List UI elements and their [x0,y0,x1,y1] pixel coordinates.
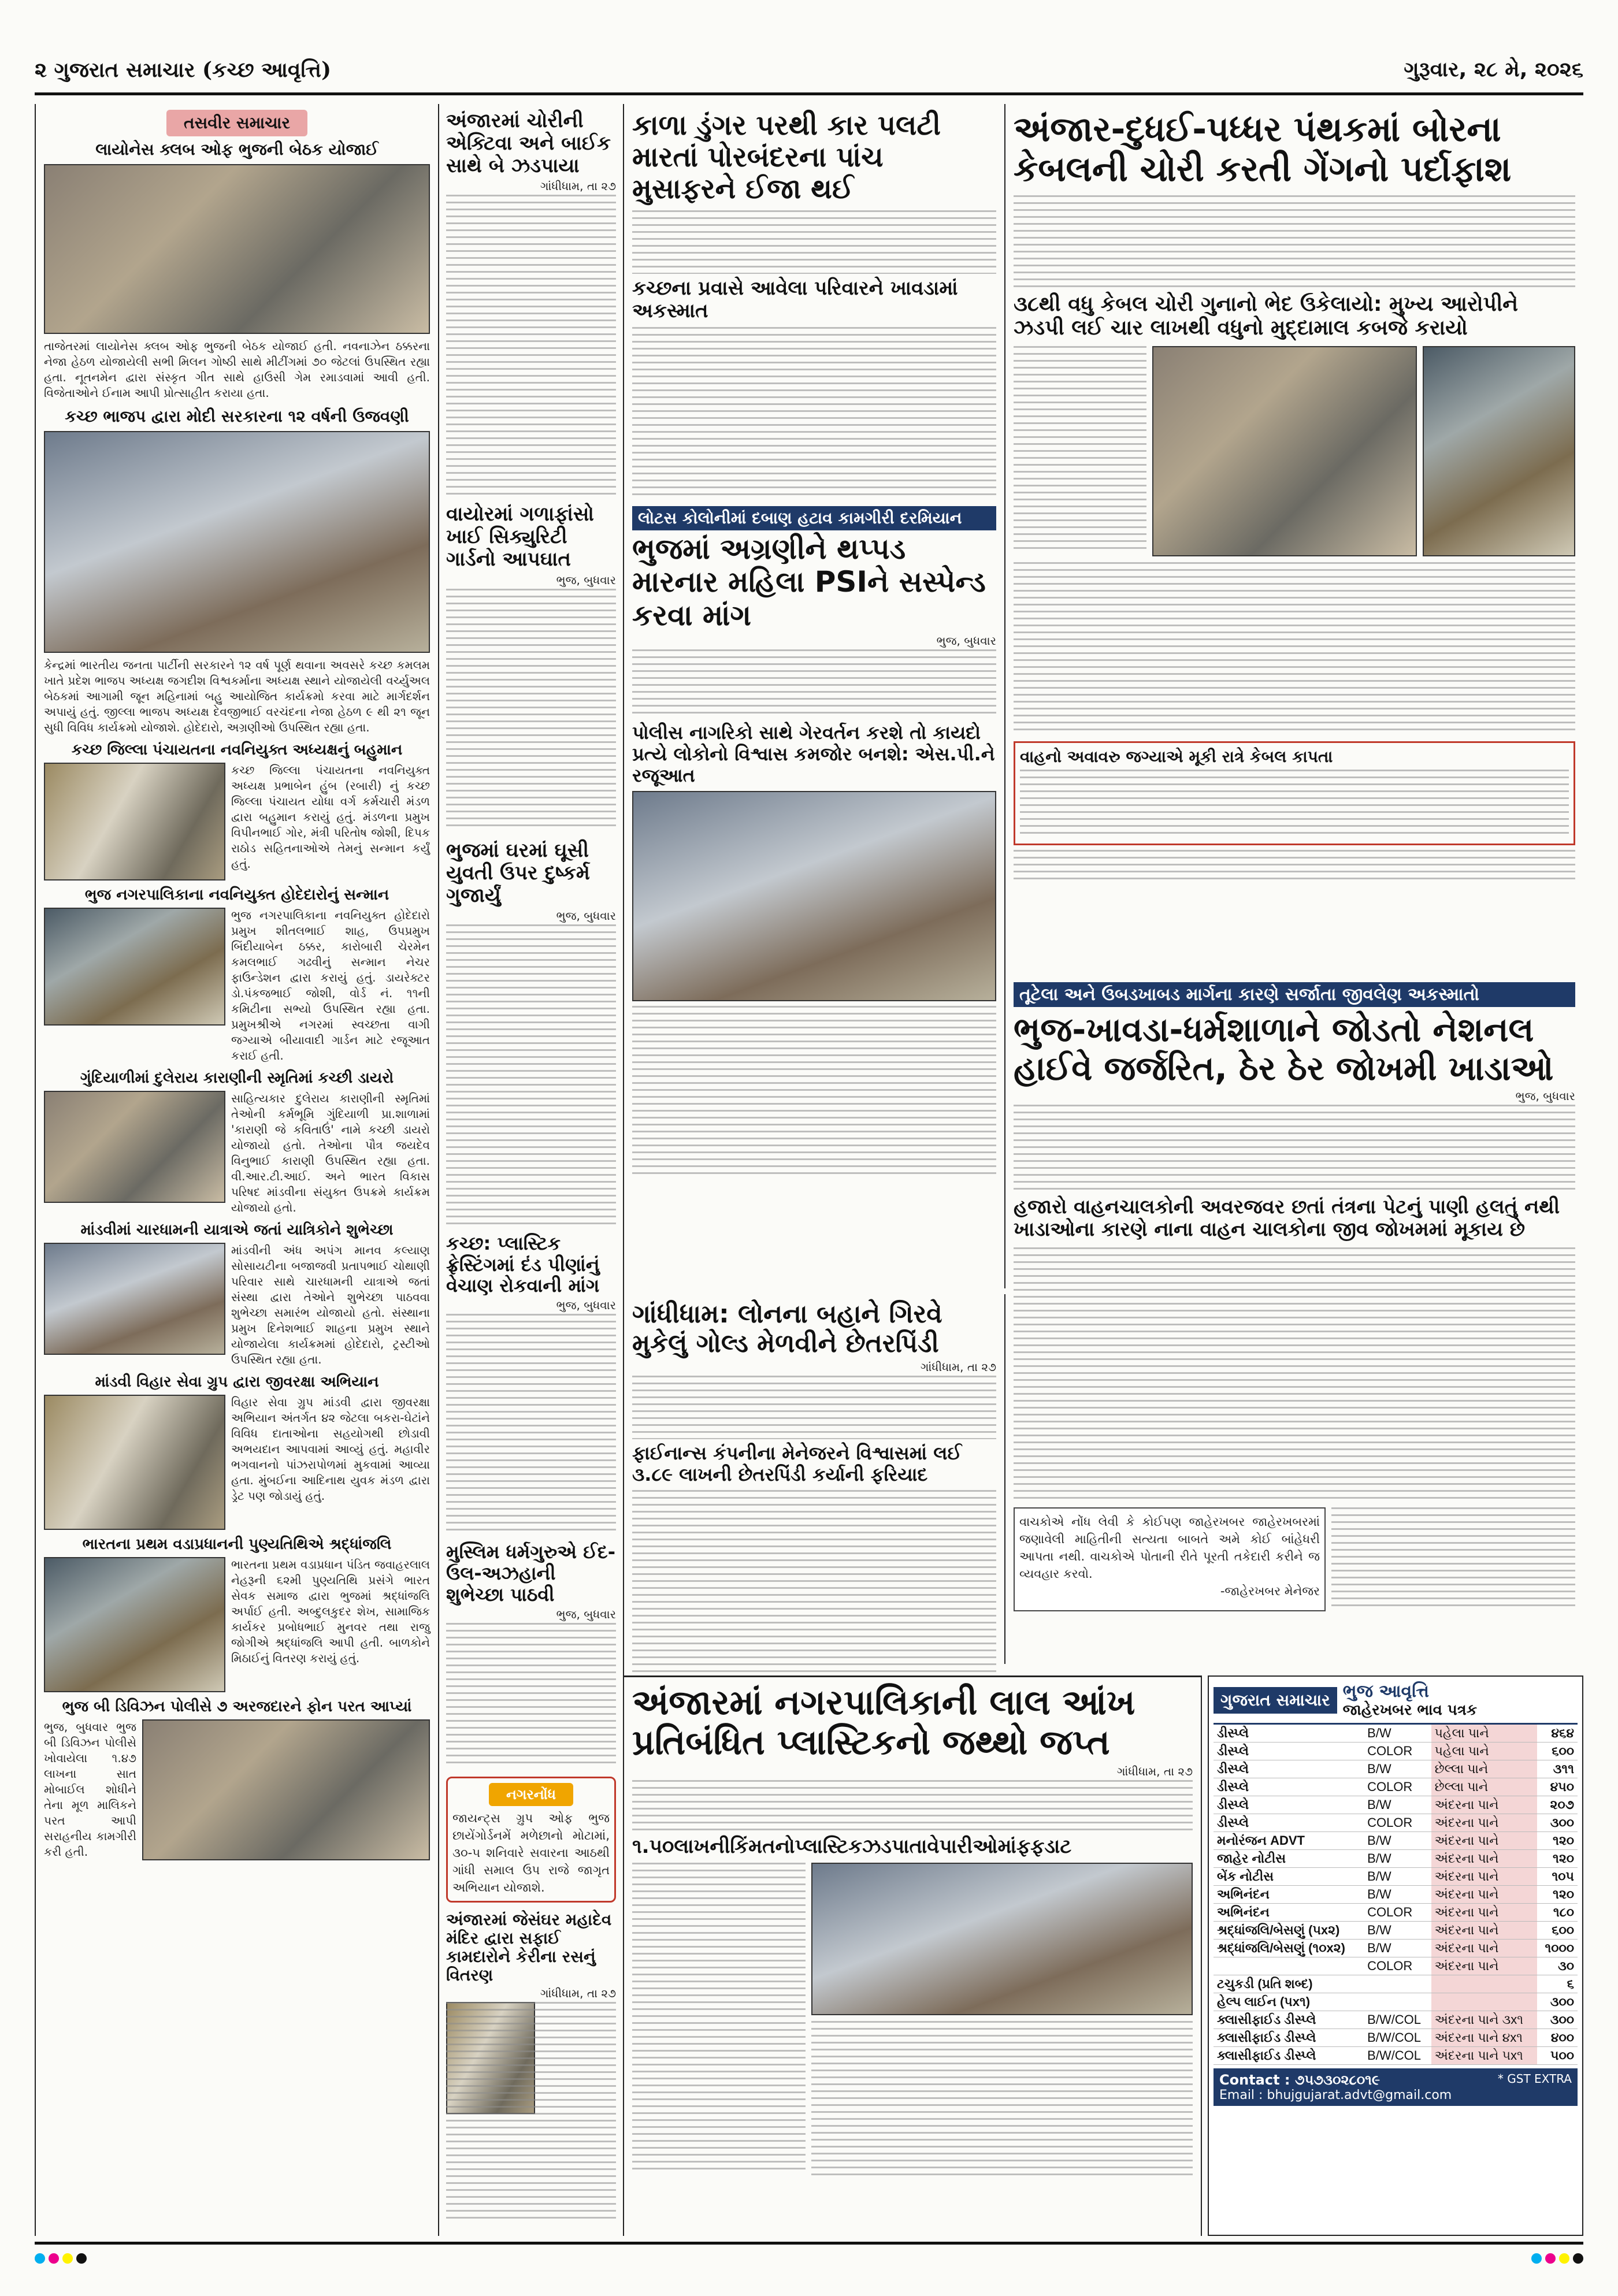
rate-row [1214,1993,1578,2011]
rate-page: અંદરના પાને [1431,1904,1538,1922]
dateline: ગાંધીધામ, તા ૨૭ [540,179,616,194]
rate-name: શ્રદ્ધાંજલિ/બેસણું (૧૦x૨) [1214,1940,1364,1957]
rate-type [1364,1975,1431,1993]
advt-notice [1014,1507,1326,1611]
gst-note: * GST EXTRA [1497,2072,1572,2086]
story-title: કચ્છ ભાજપ દ્વારા મોદી સરકારના ૧૨ વર્ષની ઉજવણી [65,407,409,426]
story-body [446,2002,616,2221]
story-body [1014,562,1575,735]
dateline: ગાંધીધામ, તા ૨૭ [1116,1764,1193,1778]
rate-page: પહેલા પાને [1431,1725,1538,1743]
rate-name: ડીસ્પ્લે [1214,1760,1364,1778]
story-caption: તાજેતરમાં લાયોનેસ ક્લબ ઓફ ભુજની બેઠક યોજાઈ હતી. નવનાઝેન ઠક્કરના નેજા હેઠળ યોજાયેલી સભી મિલન ગોષ્ઠી સાથે મીટીંગમાં ૭૦ જેટલાં ઉપસ્થિત રહ્યા હતા. નૂતનમેન દ્વારા સંસ્કૃત ગીત સાથે હાઉસી ગેમ રમાડવામાં આવી હતી. વિજેતાઓને ઈનામ આપી પ્રોત્સાહીત કરાયા હતા. [44,339,430,400]
story-caption: ભુજ નગરપાલિકાના નવનિયુક્ત હોદેદારો પ્રમુખ શીતલભાઈ શાહ, ઉપપ્રમુખ બિંદીયાબેન ઠક્કર, કારોબારી ચેરમેન કમલભાઈ ગઢવીનું સન્માન નેચર ફાઉન્ડેશન દ્વારા કરાયું હતું. ડાયરેક્ટર ડો.પંકજભાઈ જોશી, વોર્ડ નં. ૧૧ની કમિટીના સભ્યો ઉપસ્થિત રહ્યા હતા. પ્રમુખશ્રીએ નગરમાં સ્વચ્છતા વાગી જગ્યાએ બીયાવાદી ગાર્ડન માટે રજૂઆત કરાઈ હતી. [231,908,430,1062]
story-photo [44,1091,225,1203]
story-headline: વાયોરમાં ગળાફાંસો ખાઈ સિક્યુરિટી ગાર્ડનો આપઘાત [446,503,594,571]
story-body [632,649,996,719]
story-photo [1423,346,1575,556]
story-body [1331,1507,1575,1611]
rate-row [1214,1760,1578,1778]
rate-name: શ્રદ્ધાંજલિ/બેસણું (૫x૨) [1214,1922,1364,1940]
rate-row [1214,1832,1578,1850]
rate-type: B/W [1364,1832,1431,1850]
rate-rate: ૧૨૦ [1537,1850,1578,1868]
highway-kicker: તૂટેલા અને ઉબડખાબડ માર્ગના કારણે સર્જાતા જીવલેણ અકસ્માતો [1014,982,1575,1007]
rate-type: B/W/COL [1364,2029,1431,2047]
rate-rate: ૧૦૦૦ [1537,1940,1578,1957]
sub-headline: હજારો વાહનચાલકોની અવરજવર છતાં તંત્રના પેટનું પાણી હલતું નથી ખાડાઓના કારણે નાના વાહન ચાલકોના જીવ જોખમમાં મૂકાય છે [1014,1195,1560,1242]
rate-page: અંદરના પાને ૩x૧ [1431,2011,1538,2029]
story-body [1014,1105,1575,1191]
rate-type: COLOR [1364,1814,1431,1832]
rate-page: છેલ્લા પાને [1431,1778,1538,1796]
story-body [632,1863,806,2175]
rate-rate: ૩૦૦ [1537,1814,1578,1832]
header-rule [35,92,1583,95]
rate-rate: ૧૨૦ [1537,1832,1578,1850]
rate-name: ક્લાસીફાઈડ ડીસ્પ્લે [1214,2047,1364,2065]
rate-page: છેલ્લા પાને [1431,1760,1538,1778]
rate-type: B/W [1364,1868,1431,1886]
rate-type: B/W [1364,1725,1431,1743]
rate-title: જાહેરખબર ભાવ પત્રક [1342,1701,1478,1719]
story-photo [142,1719,430,1860]
dateline: ભુજ, બુધવાર [556,1607,616,1621]
story-body [632,1006,996,1179]
gold-fraud-story [624,1294,1005,1664]
dateline: ભુજ, બુધવાર [556,908,616,923]
rate-rate: ૧૨૦ [1537,1886,1578,1904]
highway-headline: ભુજ-ખાવડા-ધર્મશાળાને જોડતો નેશનલ હાઈવે જર્જરિત, ઠેર ઠેર જોખમી ખાડાઓ [1014,1010,1554,1088]
rate-rate: ૩૦૦ [1537,2011,1578,2029]
story-body [1014,346,1146,554]
rate-row [1214,1975,1578,1993]
rate-row [1214,1725,1578,1743]
rate-row [1214,1922,1578,1940]
rate-type [1364,1993,1431,2011]
story-body [811,2021,1193,2177]
story-title: માંડવી વિહાર સેવા ગ્રુપ દ્વારા જીવરક્ષા અભિયાન [95,1373,379,1391]
story-photo [632,791,996,1001]
story-headline: ભુજમાં ઘરમાં ઘૂસી યુવતી ઉપર દુષ્કર્મ ગુજાર્યું [446,838,590,907]
rate-table [1214,1725,1578,2065]
rate-row [1214,1868,1578,1886]
rate-page: અંદરના પાને [1431,1886,1538,1904]
rate-type: B/W [1364,1922,1431,1940]
story-photo [44,431,430,653]
story-caption: ભારતના પ્રથમ વડાપ્રધાન પંડિત જવાહરલાલ નેહરૂની ૬૨મી પુણ્યતિથિ પ્રસંગે ભારત સેવક સમાજ દ્વારા ભુજમાં શ્રદ્ધાંજલિ અર્પાઈ હતી. અબ્દુલકુદર શેખ, સામાજિક કાર્યકર પ્રબોધભાઈ મુનવર તથા રાજુ જોગીએ શ્રદ્ધાંજલિ આપી હતી. બાળકોને મિઠાઈનું વિતરણ કરાયું હતું. [231,1558,430,1665]
rate-type: B/W [1364,1760,1431,1778]
story-caption: ભુજ, બુધવાર ભુજ બી ડિવિઝન પોલીસે ખોવાયેલા ૧.૪૭ લાખના સાત મોબાઈલ શોધીને તેના મૂળ માલિકને પરત આપી સરાહનીય કામગીરી કરી હતી. [44,1720,136,1859]
sub-headline: ૧.૫૦લાખનીકિંમતનોપ્લાસ્ટિકઝડપાતાવેપારીઓમાંફફડાટ [632,1835,1072,1858]
rate-rate: ૪૬૪ [1537,1725,1578,1743]
rate-name: ક્લાસીફાઈડ ડીસ્પ્લે [1214,2029,1364,2047]
lead-headline: અંજાર-દુધઈ-પધ્ધર પંથકમાં બોરના કેબલની ચોરી કરતી ગેંગનો પર્દાફાશ [1014,109,1512,190]
rate-rate: ૧૮૦ [1537,1904,1578,1922]
rate-page [1431,1975,1538,1993]
story-caption: માંડવીની અંધ અપંગ માનવ કલ્યાણ સોસાયટીના બજાજવી પ્રતાપભાઈ ચોથાણી પરિવાર સાથે ચારધામની યાત્રાએ જતાં સંસ્થા દ્વારા તેઓને શુભેચ્છા પાઠવવા શુભેચ્છા સમારંભ યોજાયો હતો. સંસ્થાના પ્રમુખ દિનેશભાઈ શાહના પ્રમુખ સ્થાને યોજાયેલા કાર્યક્રમમાં હોદેદારો, ટ્રસ્ટીઓ ઉપસ્થિત રહ્યા હતા. [231,1243,430,1366]
rate-type: B/W/COL [1364,2011,1431,2029]
rate-rate: ૧૦૫ [1537,1868,1578,1886]
rate-name: ડીસ્પ્લે [1214,1725,1364,1743]
gold-headline: ગાંધીધામ: લોનના બહાને ગિરવે મુકેલું ગોલ્ડ મેળવીને છેતરપિંડી [632,1299,942,1358]
story-body [446,924,616,1225]
rate-type: B/W/COL [1364,2047,1431,2065]
story-title: ગુંદિયાળીમાં દુલેરાય કારાણીની સ્મૃતિમાં કચ્છી ડાયરો [80,1069,394,1087]
rate-rate: ૪૫૦ [1537,1778,1578,1796]
rate-rate: ૫૦૦ [1537,2047,1578,2065]
rate-page: અંદરના પાને [1431,1796,1538,1814]
rate-row [1214,1957,1578,1975]
rate-page: પહેલા પાને [1431,1743,1538,1760]
color-marks-right [1531,2253,1583,2264]
dateline: ભુજ, બુધવાર [936,634,996,648]
dateline: ભુજ, બુધવાર [556,1298,616,1313]
rate-type: COLOR [1364,1957,1431,1975]
rate-type: B/W [1364,1940,1431,1957]
rate-type: COLOR [1364,1904,1431,1922]
rate-rate: ૪૦૦ [1537,2029,1578,2047]
rate-page: અંદરના પાને [1431,1922,1538,1940]
rate-name: મનોરંજન ADVT [1214,1832,1364,1850]
notice-sign: -જાહેરખબર મેનેજર [1220,1584,1320,1598]
dateline: ગાંધીધામ, તા ૨૭ [920,1360,996,1374]
rate-row [1214,2047,1578,2065]
story-photo [44,908,225,1026]
story-title: ભારતના પ્રથમ વડાપ્રધાનની પુણ્યતિથિએ શ્રદ્ધાંજલિ [82,1536,392,1553]
rate-edition: ભુજ આવૃત્તિ [1342,1681,1429,1701]
rate-rate: ૩૦ [1537,1957,1578,1975]
story-headline: અંજારમાં ચોરીની એક્ટિવા અને બાઈક સાથે બે ઝડપાયા [446,109,611,178]
story-caption: કચ્છ જિલ્લા પંચાયતના નવનિયુક્ત અધ્યક્ષ પ્રભાબેન હુંબ (રબારી) નું કચ્છ જિલ્લા પંચાયત યોધા વર્ગ કર્મચારી મંડળ દ્વારા બહુમાન કરાયું હતું. મંડળના પ્રમુખ વિપીનભાઈ ગોર, મંત્રી પરિતોષ જોશી, દિપક રાઠોડ સહિતનાઓએ તેમનું સન્માન કર્યું હતું. [231,763,430,871]
rate-name: જાહેર નોટીસ [1214,1850,1364,1868]
sub-headline: કચ્છના પ્રવાસે આવેલા પરિવારને ખાવડામાં અકસ્માત [632,276,958,322]
rate-rate: ૬૦૦ [1537,1922,1578,1940]
dateline: ભુજ, બુધવાર [556,573,616,587]
rate-page: અંદરના પાને [1431,1940,1538,1957]
rate-row [1214,2011,1578,2029]
rate-page: અંદરના પાને ૪x૧ [1431,2029,1538,2047]
rate-name: ટચુકડી (પ્રતિ શબ્દ) [1214,1975,1364,1993]
rate-type: B/W [1364,1850,1431,1868]
story-photo [44,763,225,880]
story-body [1014,1247,1575,1502]
story-headline: અંજારમાં જેસંઘર મહાદેવ મંદિર દ્વારા સફાઈ કામદારોને કેરીના રસનું વિતરણ [446,1909,612,1985]
masthead: ૨ ગુજરાત સમાચાર (કચ્છ આવૃત્તિ) [35,58,331,82]
footer-rule [35,2242,1583,2245]
rate-rate: ૩૧૧ [1537,1760,1578,1778]
rate-name: ડીસ્પ્લે [1214,1743,1364,1760]
rate-contact-bar [1214,2068,1578,2106]
highway-story [1005,976,1583,1675]
box-headline: વાહનો અવાવરુ જગ્યાએ મૂકી રાત્રે કેબલ કાપતા [1020,746,1333,766]
dateline: ગાંધીધામ, તા ૨૭ [540,1986,616,2001]
story-title: ભુજ નગરપાલિકાના નવનિયુક્ત હોદેદારોનું સન્માન [84,886,389,904]
rate-rate: ૨૦૭ [1537,1796,1578,1814]
rate-type: B/W [1364,1796,1431,1814]
brand-logo: ગુજરાત સમાચાર [1214,1687,1337,1714]
rate-rate: ૩૦૦ [1537,1993,1578,2011]
story-body [446,1314,616,1533]
story-title: માંડવીમાં ચારધામની યાત્રાએ જતાં યાત્રિકોને શુભેચ્છા [80,1221,394,1239]
rate-row [1214,2029,1578,2047]
story-body [446,1623,616,1767]
story-body [632,1376,996,1439]
rate-page: અંદરના પાને [1431,1868,1538,1886]
story-photo [44,164,430,334]
issue-date: ગુરૂવાર, ૨૮ મે, ૨૦૨૬ [1404,58,1583,81]
contact-number[interactable]: Contact : ૭૫૭૩૦૨૮૦૧૯ [1219,2072,1381,2088]
nagar-nondh-box [446,1777,616,1903]
story-headline: કચ્છ: પ્લાસ્ટિક ફ્રેસ્ટિંગમાં દંડ પીણાંનું વેચાણ રોકવાની માંગ [446,1232,600,1297]
story-title: કચ્છ જિલ્લા પંચાયતના નવનિયુક્ત અધ્યક્ષનું બહુમાન [71,741,403,759]
rate-type: COLOR [1364,1743,1431,1760]
dateline: ભુજ, બુધવાર [1515,1089,1575,1104]
color-marks-left [35,2253,87,2264]
story-body [1020,770,1569,839]
plastic-headline: અંજારમાં નગરપાલિકાની લાલ આંખ પ્રતિબંધિત પ્લાસ્ટિકનો જથ્થો જપ્ત [632,1682,1135,1763]
right-column [1005,104,1583,965]
brief-news-column [439,104,624,2236]
rate-type: COLOR [1364,1778,1431,1796]
plastic-story [624,1675,1202,2236]
lead-headline: કાળા ડુંગર પરથી કાર પલટી મારતાં પોરબંદરના પાંચ મુસાફરને ઈજા થઈ [632,109,941,206]
rate-name [1214,1957,1364,1975]
rate-name: ડીસ્પ્લે [1214,1814,1364,1832]
psi-kicker: લોટસ કોલોનીમાં દબાણ હટાવ કામગીરી દરમિયાન [632,506,996,530]
highlight-box [1014,741,1575,845]
story-title: લાયોનેસ ક્લબ ઓફ ભુજની બેઠક યોજાઈ [95,140,378,159]
story-body [1014,195,1575,288]
rate-row [1214,1940,1578,1957]
photo-news-column [35,104,439,2236]
sub-headline: પોલીસ નાગરિકો સાથે ગેરવર્તન કરશે તો કાયદો પ્રત્યે લોકોનો વિશ્વાસ કમજોર બનશે: એસ.પી.ને રજૂઆત [632,722,995,786]
story-photo [1152,346,1417,556]
rate-card [1208,1675,1583,2236]
rate-row [1214,1743,1578,1760]
rate-row [1214,1850,1578,1868]
contact-email[interactable]: Email : bhujgujarat.advt@gmail.com [1219,2088,1452,2102]
rate-page: અંદરના પાને [1431,1850,1538,1868]
story-photo [44,1395,225,1530]
rate-name: ક્લાસીફાઈડ ડીસ્પ્લે [1214,2011,1364,2029]
notice-text: વાચકોએ નોંધ લેવી કે કોઈપણ જાહેરખબર જાહેરખબરમાં જણાવેલી માહિતીની સત્યતા બાબતે અમે કોઈ બાંહેધરી આપતા નથી. વાચકોએ પોતાની રીતે પૂરતી તકેદારી કરીને જ વ્યવહાર કરવો. [1019,1514,1320,1581]
story-body [632,1780,1193,1832]
rate-row [1214,1886,1578,1904]
rate-name: અભિનંદન [1214,1904,1364,1922]
story-photo [44,1557,225,1692]
rate-name: બેંક નોટીસ [1214,1868,1364,1886]
nagar-nondh-text: જાયન્ટ્સ ગ્રુપ ઓફ ભુજ છાયેંગોર્ડનમેં મળેછાનો મોટામાં, ૩૦-૫ શનિવારે સવારના આઠથી ગાંધી સમાલ ઉપ રાજે જાગૃત અભિયાન યોજાશે. [452,1811,610,1894]
rate-type: B/W [1364,1886,1431,1904]
rate-page: અંદરના પાને ૫x૧ [1431,2047,1538,2065]
rate-page: અંદરના પાને [1431,1832,1538,1850]
rate-row [1214,1778,1578,1796]
rate-page: અંદરના પાને [1431,1957,1538,1975]
middle-column [624,104,1005,1288]
story-body [446,589,616,831]
rate-rate: ૬૦૦ [1537,1743,1578,1760]
story-title: ભુજ બી ડિવિઝન પોલીસે ૭ અરજદારને ફોન પરત આપ્યાં [62,1698,412,1715]
story-photo [811,1863,1193,2015]
rate-row [1214,1814,1578,1832]
psi-headline: ભુજમાં અગ્રણીને થપ્પડ મારનાર મહિલા PSIને સસ્પેન્ડ કરવા માંગ [632,532,986,632]
story-headline: મુસ્લિમ ધર્મગુરુએ ઈદ-ઉલ-અઝહાની શુભેચ્છા પાઠવી [446,1541,615,1606]
story-photo [44,1243,225,1355]
nagar-nondh-label: નગરનોંધ [489,1783,573,1806]
sub-headline: ૩૮થી વધુ કેબલ ચોરી ગુનાનો ભેદ ઉકેલાયો: મુખ્ય આરોપીને ઝડપી લઈ ચાર લાખથી વધુનો મુદ્દામાલ કબજે કરાયો [1014,292,1519,340]
story-caption: વિહાર સેવા ગ્રુપ માંડવી દ્વારા જીવરક્ષા અભિયાન અંતર્ગત ૪૨ જેટલા બકરા-ઘેટાંને વિવિધ દાતાઓના સહયોગથી છોડાવી અભયદાન આપવામાં આવ્યું હતું. મહાવીર ભગવાનનો પાંઝરાપોળમાં મુકવામાં આવ્યા હતા. મુંબઈના આદિનાથ યુવક મંડળ દ્વારા ડ્રેટ પણ જોડાયું હતું. [231,1395,430,1503]
story-caption: સાહિત્યકાર દુલેરાય કારાણીની સ્મૃતિમાં તેઓની કર્મભૂમિ ગુંદિયાળી પ્રા.શાળામાં 'કારાણી જે કવિતાઉં' નામે કચ્છી ડાયરો યોજાયો હતો. તેઓના પૌત્ર જયદેવ વિનુભાઈ કારાણી ઉપસ્થિત રહ્યા હતા. વી.આર.ટી.આઈ. અને ભારત વિકાસ પરિષદ માંડવીના સંયુક્ત ઉપક્રમે કાર્યક્રમ યોજાયો હતો. [231,1091,430,1214]
rate-row [1214,1904,1578,1922]
story-body [632,327,996,500]
section-label: તસવીર સમાચાર [166,110,307,136]
rate-rate: ૬ [1537,1975,1578,1993]
story-body [632,1490,996,1675]
rate-page: અંદરના પાને [1431,1814,1538,1832]
rate-row [1214,1796,1578,1814]
story-body [632,210,996,274]
rate-name: ડીસ્પ્લે [1214,1796,1364,1814]
story-caption: કેન્દ્રમાં ભારતીય જનતા પાર્ટીની સરકારને ૧૨ વર્ષ પૂર્ણ થવાના અવસરે કચ્છ કમલમ ખાતે પ્રદેશ ભાજપ અધ્યક્ષ જગદીશ વિશ્વકર્માના અધ્યક્ષ સ્થાને યોજાયેલી વર્ચ્યુઅલ બેઠકમાં આગામી જૂન મહિનામાં બહુ આયોજિત કાર્યક્રમો કરવા માટે માર્ગદર્શન અપાયું હતું. જીલ્લા ભાજપ અધ્યક્ષ દેવજીભાઈ વરચંદના નેજા હેઠળ ૯ થી ૨૧ જૂન સુધી વિવિધ કાર્યક્રમો યોજાશે. હોદેદારો, અગ્રણીઓ ઉપસ્થિત રહ્યા હતા. [44,658,430,734]
story-body [1014,850,1575,885]
sub-headline: ફાઈનાન્સ કંપનીના મેનેજરને વિશ્વાસમાં લઈ ૩.૮૯ લાખની છેતરપિંડી કર્યાની ફરિયાદ [632,1442,962,1485]
rate-page [1431,1993,1538,2011]
rate-name: હેલ્પ લાઈન (૫x૧) [1214,1993,1364,2011]
rate-name: અભિનંદન [1214,1886,1364,1904]
story-body [446,195,616,495]
rate-name: ડીસ્પ્લે [1214,1778,1364,1796]
